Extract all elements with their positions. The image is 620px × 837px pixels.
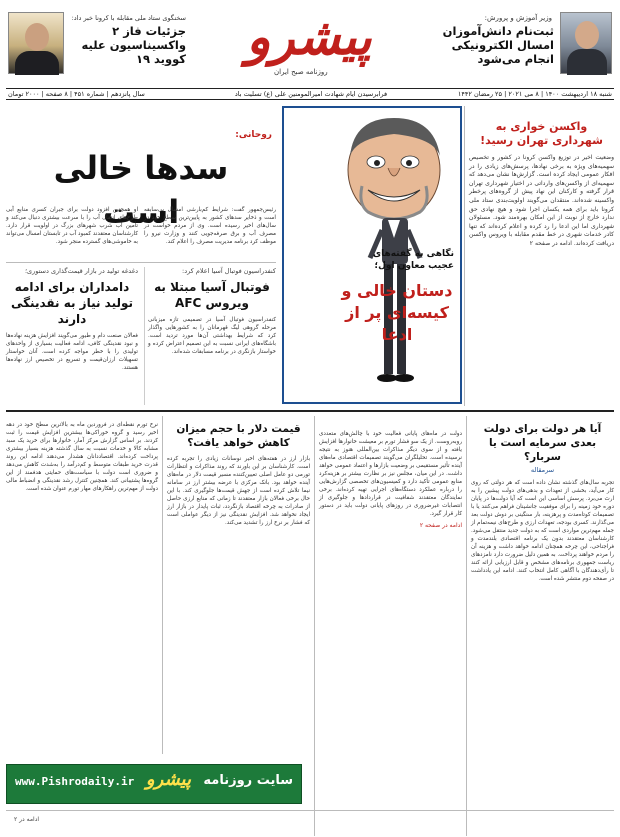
dollar-title: قیمت دلار با حجم میزان کاهش خواهد یافت؟ — [176, 423, 301, 449]
story-livestock[interactable] — [6, 267, 138, 405]
inflation-column[interactable] — [6, 416, 158, 754]
story-body: وضعیت اخیر در توزیع واکسن کرونا در کشور و تخصیص سهمیه‌های ویژه به برخی نهادها، پرسش‌های زیادی را در افکار عمومی ایجاد کرده است. گزارش‌ها نشان می‌دهد که سهمیه‌ای از واکسن‌های وارداتی در اختیار شهرداری تهران قرار گرفته و کارکنان این نهاد پیش از گروه‌های پرخطر واکسینه شده‌اند. منتقدان می‌گویند اولویت‌بندی ستاد ملی کرونا باید برای همه یکسان اجرا شود و هیچ نهادی حق ندارد خارج از نوبت از این امکان بهره‌مند شود. مسئولان شهرداری اما این ادعا را رد کرده و اعلام کرده‌اند که تنها کادر خدمات شهری در خط مقدم مقابله با ویروس واکسن دریافت کرده‌اند. ادامه در صفحه ۲ — [469, 154, 614, 247]
dollar-body: بازار ارز در هفته‌های اخیر نوسانات زیادی را تجربه کرده است. کارشناسان بر این باورند که روند مذاکرات و انتظارات تورمی دو عامل اصلی تعیین‌کننده مسیر قیمت دلار در ماه‌های آینده خواهد بود. بانک مرکزی با عرضه بیشتر ارز در سامانه نیما تلاش کرده است از جهش قیمت‌ها جلوگیری کند. با این حال برخی فعالان بازار معتقدند تا زمانی که منابع ارزی حاصل از صادرات به چرخه اقتصاد بازنگردد، ثبات پایدار در بازار ارز ایجاد نخواهد شد. افزایش نقدینگی نیز از دیگر عواملی است که فشار بر نرخ ارز را تشدید می‌کند. — [167, 456, 310, 526]
analysis-body: دولت در ماه‌های پایانی فعالیت خود با چالش‌های متعددی روبه‌روست. از یک سو فشار تورم بر معیشت خانوارها افزایش یافته و از سوی دیگر مذاکرات بین‌المللی هنوز به نتیجه نرسیده است. تحلیلگران می‌گویند تصمیمات اقتصادی ماه‌های آینده تأثیر مستقیمی بر وضعیت بازارها و اعتماد عمومی خواهد داشت. در این میان، مجلس نیز بر نظارت بیشتر بر هزینه‌کرد منابع عمومی تأکید دارد و کمیسیون‌های تخصصی گزارش‌هایی را درباره عملکرد دستگاه‌های اجرایی تهیه کرده‌اند. برخی نمایندگان معتقدند شفافیت در قراردادها و جلوگیری از انتصابات غیرضروری در روزهای پایانی دولت باید در دستور کار قرار گیرد. — [319, 431, 462, 517]
hero-cartoon-story[interactable] — [282, 106, 462, 404]
editorial-label: سرمقاله — [530, 466, 555, 474]
left-story-kicker: سخنگوی ستاد ملی مقابله با کرونا خبر داد: — [71, 14, 186, 22]
analysis-column[interactable] — [314, 416, 462, 836]
website-banner[interactable] — [6, 764, 302, 804]
story-vaccine-tehran[interactable] — [464, 106, 614, 406]
dollar-story-column[interactable] — [162, 416, 310, 754]
hero-kicker: نگاهی به گفته‌های عجیب معاون اول؛ — [372, 249, 454, 271]
issue-number: سال پانزدهم | شماره ۴۵۱ | ۸ صفحه | ۲۰۰۰ تومان — [8, 90, 145, 98]
right-story-headline: ثبت‌نام دانش‌آموزان امسال الکترونیکی انجام می‌شود — [442, 24, 554, 66]
section-divider — [6, 410, 614, 412]
newspaper-logo[interactable] — [234, 6, 384, 86]
story-afc[interactable] — [144, 267, 276, 405]
afc-body: کنفدراسیون فوتبال آسیا در تصمیمی تازه میزبانی مرحله گروهی لیگ قهرمانان را به کشورهایی واگذار کرد که شرایط بهداشتی آن‌ها مورد تردید است. باشگاه‌های ایرانی نسبت به این تصمیم اعتراض کرده و خواستار بازنگری در برنامه مسابقات شده‌اند. — [148, 317, 276, 355]
footer-note: ادامه در ۲ — [14, 816, 40, 823]
lead-columns — [6, 206, 276, 256]
lead-headline: سدها خالی است — [53, 149, 229, 231]
hero-headline: دستان خالی و کیسه‌ای پر از ادعا — [341, 281, 453, 344]
inflation-body: نرخ تورم نقطه‌ای در فروردین ماه به بالاترین سطح خود در دهه اخیر رسید و گروه خوراکی‌ها بیشترین افزایش قیمت را ثبت کردند. بر اساس گزارش مرکز آمار، خانوارها برای خرید یک سبد مشابه کالا و خدمات نسبت به سال گذشته هزینه بسیار بیشتری پرداخت کرده‌اند. اقتصاددانان هشدار می‌دهند ادامه این روند قدرت خرید طبقات متوسط و کم‌درآمد را به‌شدت کاهش می‌دهد و ضروری است دولت با سیاست‌های حمایتی هدفمند از این گروه‌ها پشتیبانی کند. همچنین کنترل رشد نقدینگی و انضباط مالی دولت از مهم‌ترین راهکارهای مهار تورم عنوان شده است. — [6, 422, 158, 492]
masthead-right-story[interactable] — [434, 10, 614, 88]
afc-headline: فوتبال آسیا مبتلا به ویروس AFC — [154, 280, 270, 310]
issue-date: شنبه ۱۸ اردیبهشت ۱۴۰۰ | ۸ می ۲۰۲۱ | ۲۵ رمضان ۱۴۴۲ — [457, 90, 612, 98]
masthead-left-story[interactable] — [6, 10, 186, 88]
editorial-column[interactable] — [466, 416, 614, 836]
lead-kicker: روحانی: — [235, 130, 272, 140]
lead-story-dams[interactable] — [6, 106, 276, 256]
story-title: واکسن خواری به شهرداری تهران رسید! — [480, 120, 603, 147]
livestock-kicker: دغدغه تولید در بازار قیمت‌گذاری دستوری؛ — [24, 267, 138, 275]
right-story-kicker: وزیر آموزش و پرورش: — [484, 14, 552, 22]
secondary-stories — [6, 262, 276, 406]
masthead — [6, 6, 614, 98]
editorial-title: آیا هر دولت برای دولت بعدی سرمایه است یا سربار؟ — [483, 423, 602, 463]
livestock-headline: دامداران برای ادامه تولید نیاز به نقدینگی دارند — [10, 280, 134, 326]
lead-body-left: او همچنین افزود دولت برای جبران کسری منابع آبی طرح‌های انتقال آب را با سرعت بیشتری دنبال می‌کند و تأمین آب شرب شهرهای بزرگ در اولویت قرار دارد. کارشناسان معتقدند کمبود آب در تابستان امسال می‌تواند به خاموشی‌های گسترده منجر شود. — [6, 207, 138, 245]
editorial-body: تجربه سال‌های گذشته نشان داده است که هر دولتی که روی کار می‌آید، بخشی از تعهدات و بدهی‌های دولت پیشین را به ارث می‌برد. پرسش اساسی این است که آیا دولت‌ها در پایان دوره خود زمینه را برای موفقیت جانشینان فراهم می‌کنند یا با تصمیمات کوتاه‌مدت و پرهزینه، بار سنگینی بر دوش دولت بعد می‌گذارند. کسری بودجه، تعهدات ارزی و طرح‌های نیمه‌تمام از جمله مهم‌ترین مواردی است که به دولت جدید منتقل می‌شود. کارشناسان معتقدند بدون یک برنامه اقتصادی بلندمدت و فراجناحی، این چرخه همچنان ادامه خواهد داشت و هزینه آن را مردم خواهند پرداخت. به همین دلیل ضرورت دارد نامزدهای ریاست جمهوری برنامه‌های مشخص و قابل ارزیابی ارائه کنند تا رأی‌دهندگان با آگاهی کامل انتخاب کنند. ادامه این یادداشت در صفحه دوم منتشر شده است. — [471, 480, 614, 582]
banner-label: سایت روزنامه — [203, 773, 293, 788]
lead-body-right: رئیس‌جمهور گفت: شرایط کم‌بارشی امسال بی‌سابقه است و ذخایر سدهای کشور به پایین‌ترین سطح خود در سال‌های اخیر رسیده است. وی از مردم خواست در مصرف آب و برق صرفه‌جویی کنند و وزارت نیرو را موظف کرد برنامه مدیریت مصرف را اعلام کند. — [144, 207, 276, 245]
newspaper-front-page — [6, 6, 614, 831]
left-story-headline: جزئیات فاز ۲ واکسیناسیون علیه کووید ۱۹ — [81, 24, 186, 66]
continue-link[interactable]: ادامه در صفحه ۲ — [419, 522, 462, 529]
dateline-bar — [6, 88, 614, 100]
website-url-link[interactable]: www.Pishrodaily.ir — [15, 775, 135, 788]
dateline-message: فرابرسیدن ایام شهادت امیرالمومنین علی (ع) تسلیت باد — [234, 90, 388, 98]
livestock-body: فعالان صنعت دام و طیور می‌گویند افزایش هزینه نهاده‌ها و نبود نقدینگی کافی، ادامه فعالیت بسیاری از واحدهای تولیدی را با خطر مواجه کرده است. آنان خواستار تسهیلات ارزان‌قیمت و تسریع در تخصیص ارز نهاده‌ها هستند. — [6, 333, 138, 371]
minister-photo — [560, 12, 612, 74]
logo-tagline: روزنامه صبح ایران — [274, 68, 328, 76]
footer-divider — [6, 810, 614, 811]
afc-kicker: کنفدراسیون فوتبال آسیا اعلام کرد: — [182, 267, 276, 275]
spokesperson-photo — [8, 12, 64, 74]
banner-logo: پیشرو — [145, 769, 191, 790]
logo-text: پیشرو — [246, 7, 372, 66]
